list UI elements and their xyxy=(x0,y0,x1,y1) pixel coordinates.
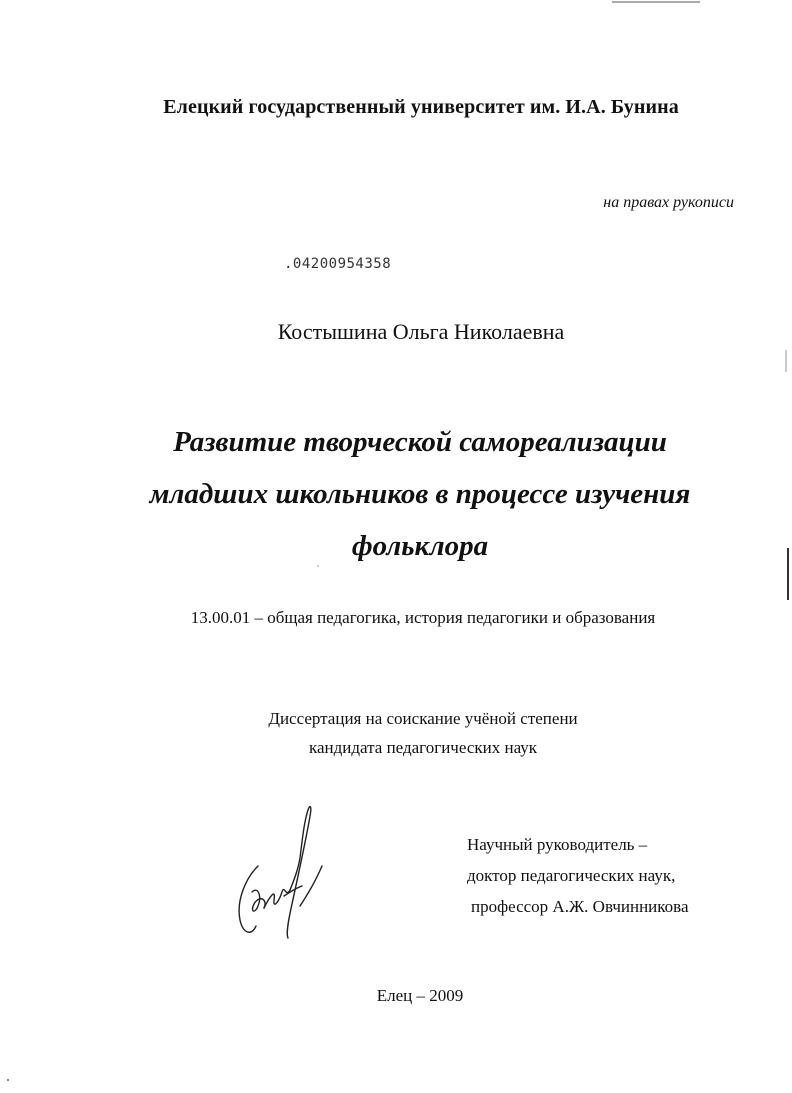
rights-note: на правах рукописи xyxy=(603,194,734,211)
supervisor-line-1: Научный руководитель – xyxy=(467,835,648,854)
university-name: Елецкий государственный университет им. И.А. Бунина xyxy=(163,96,679,118)
specialty-code: 13.00.01 – общая педагогика, история педагогики и образования xyxy=(190,608,656,627)
title-line-2: младших школьников в процессе изучения xyxy=(149,478,691,510)
degree-line-1: Диссертация на соискание учёной степени xyxy=(268,709,578,728)
title-line-3: фольклора xyxy=(351,530,489,562)
degree-line-2: кандидата педагогических наук xyxy=(308,738,538,757)
title-line-1: Развитие творческой самореализации xyxy=(173,426,667,458)
supervisor-line-3: профессор А.Ж. Овчинникова xyxy=(471,897,689,916)
place-and-year: Елец – 2009 xyxy=(376,986,464,1005)
author-name: Костышина Ольга Николаевна xyxy=(277,319,565,344)
catalog-number: .04200954358 xyxy=(284,256,392,272)
supervisor-line-2: доктор педагогических наук, xyxy=(467,866,676,885)
